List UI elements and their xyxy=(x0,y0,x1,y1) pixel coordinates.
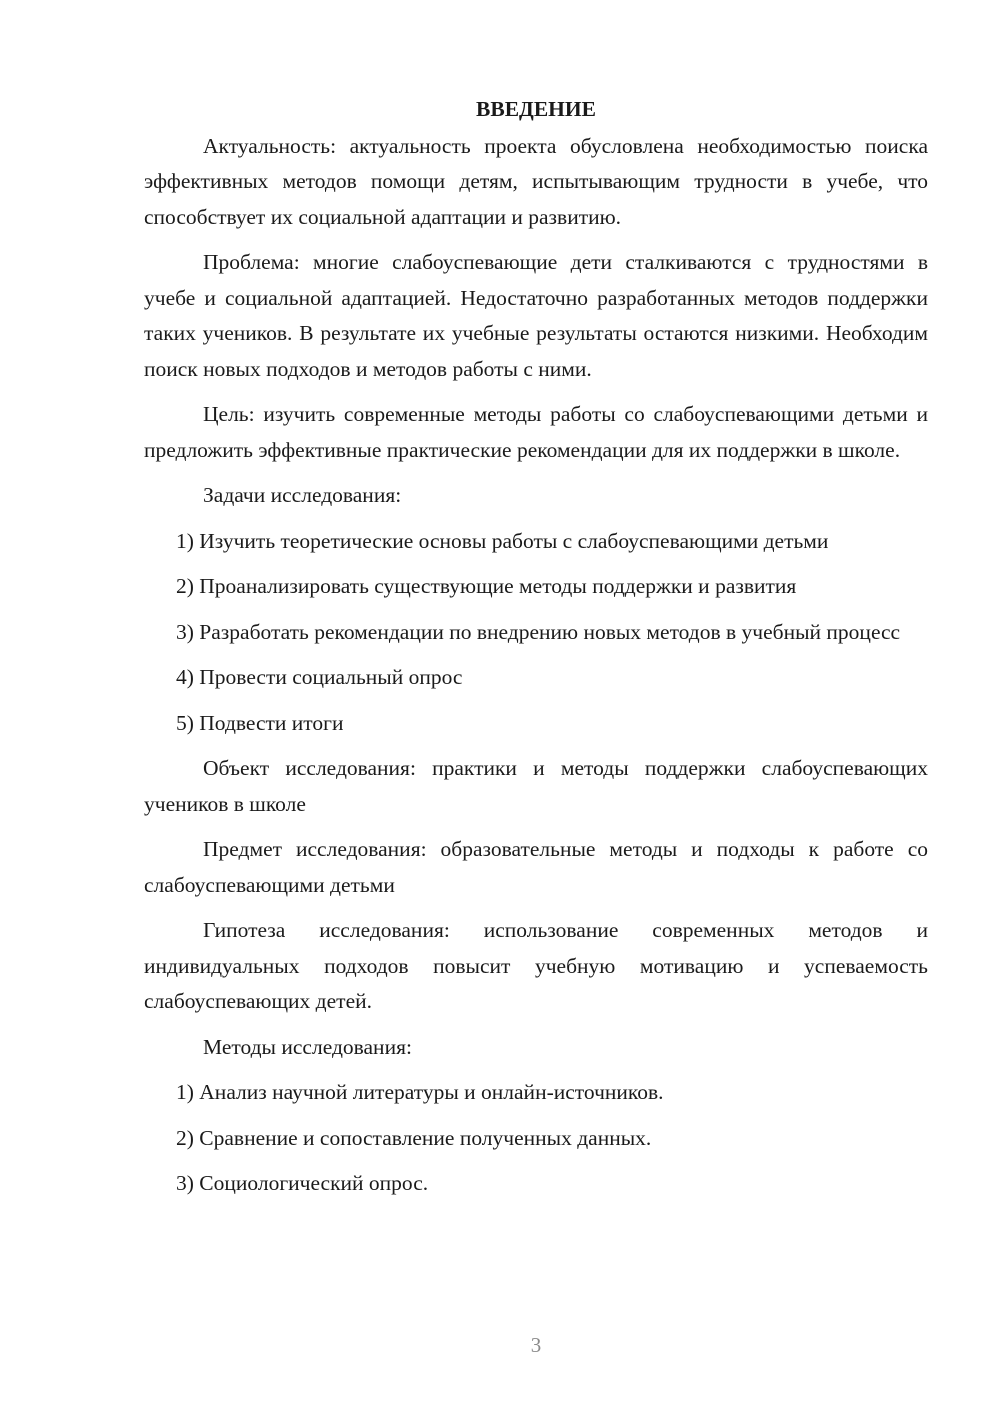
method-list-item: 3) Социологический опрос. xyxy=(176,1171,429,1195)
relevance-paragraph: Актуальность: актуальность проекта обусловлена необходимостью поиска эффективных методов помощи детям, испытывающим трудности в учебе, что способствует их социальной адаптации и развитию. xyxy=(144,133,928,229)
task-list-item: 5) Подвести итоги xyxy=(176,710,344,735)
methods-heading: Методы исследования: xyxy=(203,1034,412,1059)
document-page xyxy=(144,92,928,1212)
tasks-heading: Задачи исследования: xyxy=(203,483,402,507)
method-list-item: 2) Сравнение и сопоставление полученных данных. xyxy=(176,1125,652,1150)
task-list-item: 4) Провести социальный опрос xyxy=(176,665,463,689)
page-title: ВВЕДЕНИЕ xyxy=(476,97,596,121)
problem-paragraph: Проблема: многие слабоуспевающие дети сталкиваются с трудностями в учебе и социальной адаптацией. Недостаточно разработанных методов поддержки таких учеников. В результате их учебные результаты остаются низкими. Необходим поиск новых подходов и методов работы с ними. xyxy=(144,250,928,381)
task-list-item: 1) Изучить теоретические основы работы с слабоуспевающими детьми xyxy=(176,528,829,553)
page-number: 3 xyxy=(530,1333,542,1357)
task-list-item: 3) Разработать рекомендации по внедрению новых методов в учебный процесс xyxy=(176,619,901,644)
method-list-item: 1) Анализ научной литературы и онлайн-источников. xyxy=(176,1080,664,1104)
goal-paragraph: Цель: изучить современные методы работы со слабоуспевающими детьми и предложить эффективные практические рекомендации для их поддержки в школе. xyxy=(144,402,928,462)
task-list-item: 2) Проанализировать существующие методы поддержки и развития xyxy=(176,574,797,598)
subject-paragraph: Предмет исследования: образовательные методы и подходы к работе со слабоуспевающими детьми xyxy=(144,837,928,897)
hypothesis-paragraph: Гипотеза исследования: использование современных методов и индивидуальных подходов повысит учебную мотивацию и успеваемость слабоуспевающих детей. xyxy=(144,918,928,1013)
object-paragraph: Объект исследования: практики и методы поддержки слабоуспевающих учеников в школе xyxy=(144,756,928,816)
